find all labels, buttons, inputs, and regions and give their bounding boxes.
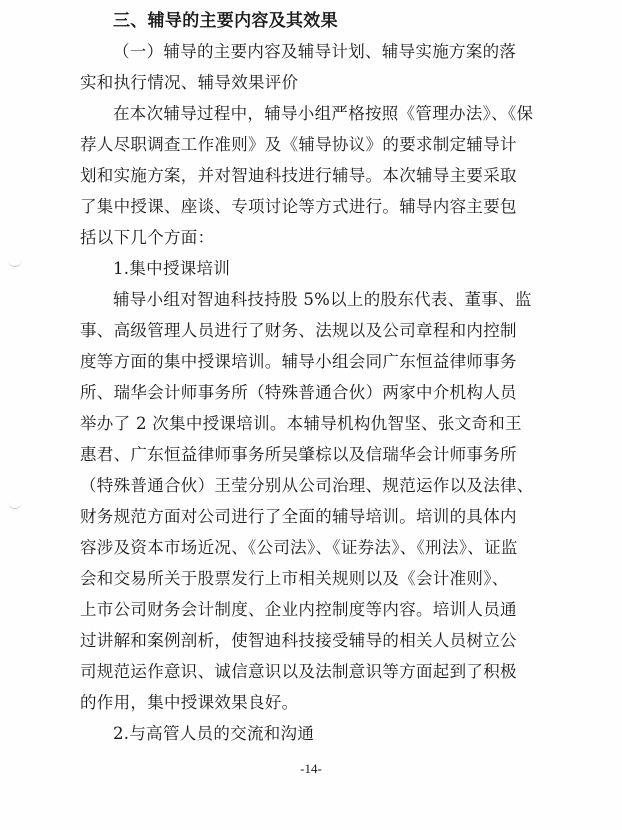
- paragraph-line: 了集中授课、座谈、专项讨论等方式进行。辅导内容主要包: [80, 197, 517, 216]
- paragraph-line: 辅导小组对智迪科技持股 5%以上的股东代表、董事、监: [113, 290, 532, 309]
- paragraph-line: 上市公司财务会计制度、企业内控制度等内容。培训人员通: [80, 600, 517, 619]
- paragraph-line: 过讲解和案例剖析，使智迪科技接受辅导的相关人员树立公: [80, 631, 517, 650]
- item-title: 1.集中授课培训: [113, 259, 231, 278]
- paragraph-line: 惠君、广东恒益律师事务所吴肇棕以及信瑞华会计师事务所: [80, 445, 517, 464]
- paragraph-line: 度等方面的集中授课培训。辅导小组会同广东恒益律师事务: [80, 352, 517, 371]
- paragraph-line: 荐人尽职调查工作准则》及《辅导协议》的要求制定辅导计: [80, 135, 517, 154]
- subheading-line: 实和执行情况、辅导效果评价: [80, 73, 299, 92]
- paragraph-line: 括以下几个方面：: [80, 228, 215, 247]
- paragraph-line: 司规范运作意识、诚信意识以及法制意识等方面起到了积极: [80, 662, 517, 681]
- binding-hole-mark: [8, 500, 22, 509]
- paragraph-line: 的作用，集中授课效果良好。: [80, 693, 299, 712]
- paragraph-line: 举办了 2 次集中授课培训。本辅导机构仇智坚、张文奇和王: [80, 414, 522, 433]
- paragraph-line: 在本次辅导过程中，辅导小组严格按照《管理办法》、《保: [113, 104, 534, 123]
- subheading-line: （一）辅导的主要内容及辅导计划、辅导实施方案的落: [113, 42, 517, 61]
- binding-hole-mark: [8, 258, 22, 267]
- paragraph-line: 事、高级管理人员进行了财务、法规以及公司章程和内控制: [80, 321, 517, 340]
- paragraph-line: 容涉及资本市场近况、《公司法》、《证券法》、《刑法》、证监: [80, 538, 518, 557]
- paragraph-line: （特殊普通合伙）王莹分别从公司治理、规范运作以及法律、: [80, 476, 534, 495]
- paragraph-line: 财务规范方面对公司进行了全面的辅导培训。培训的具体内: [80, 507, 517, 526]
- paragraph-line: 划和实施方案，并对智迪科技进行辅导。本次辅导主要采取: [80, 166, 517, 185]
- paragraph-line: 会和交易所关于股票发行上市相关规则以及《会计准则》、: [80, 569, 509, 588]
- paragraph-line: 所、瑞华会计师事务所（特殊普通合伙）两家中介机构人员: [80, 383, 517, 402]
- section-heading: 三、辅导的主要内容及其效果: [113, 11, 338, 31]
- page-number: -14-: [300, 761, 322, 776]
- item-title: 2.与高管人员的交流和沟通: [113, 724, 315, 743]
